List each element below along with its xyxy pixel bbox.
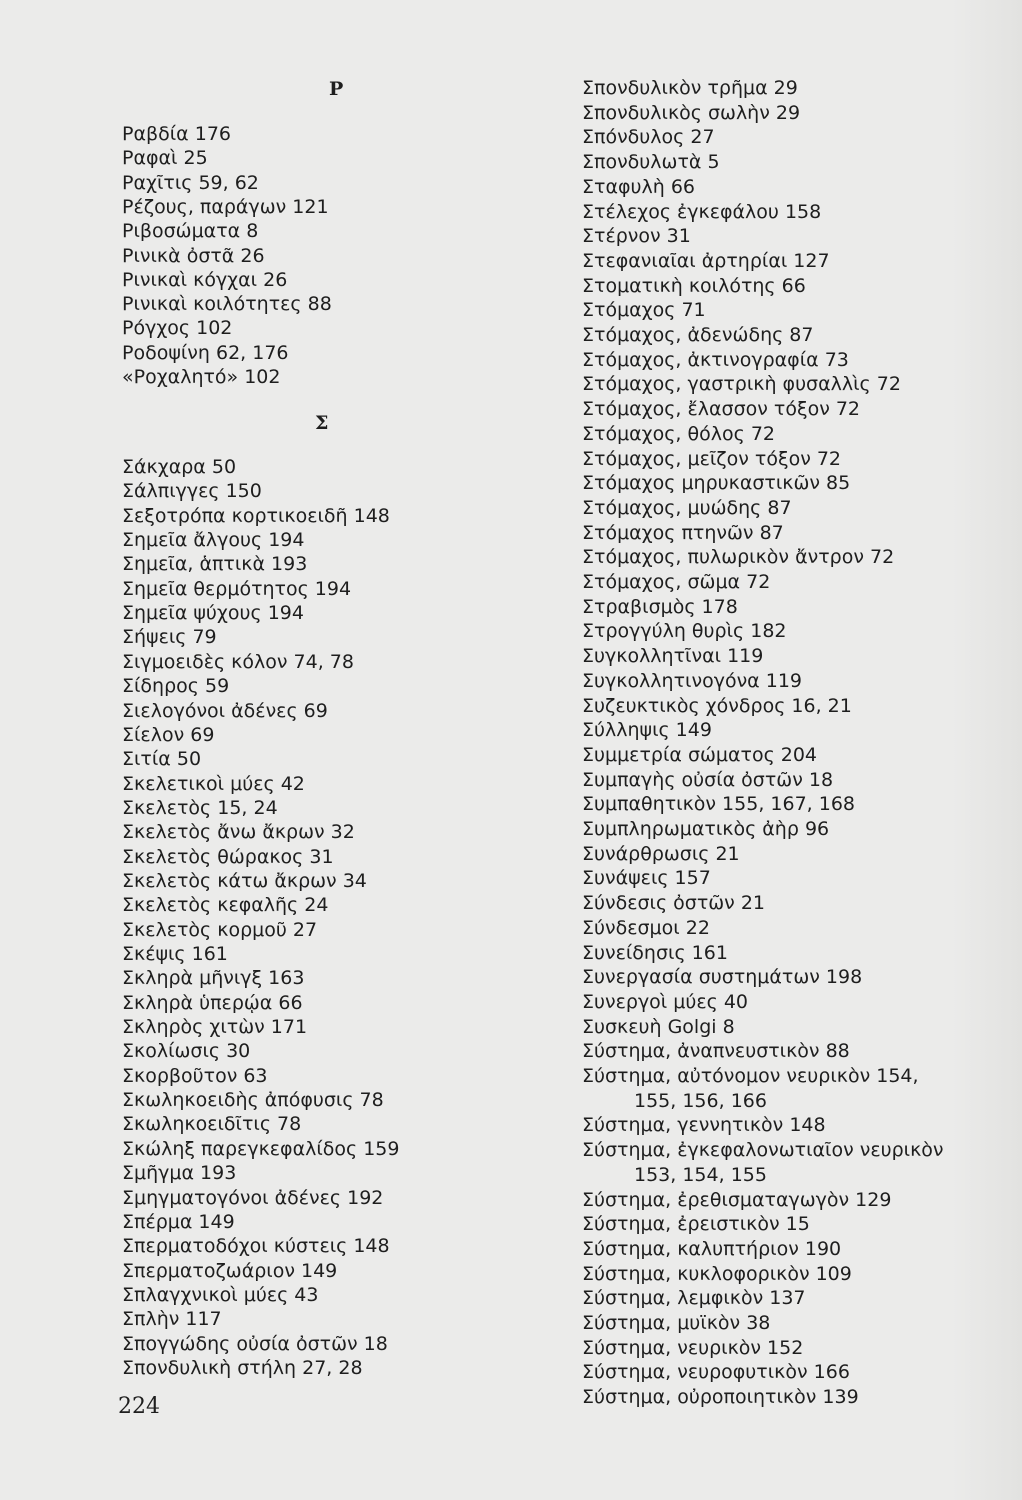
index-entry: Σίελον 69 — [122, 723, 215, 746]
index-entry: Σύστημα, νευρικὸν 152 — [582, 1336, 804, 1359]
index-entry: Σκελετὸς κορμοῦ 27 — [122, 918, 318, 941]
index-entry: Σμηγματογόνοι ἀδένες 192 — [122, 1186, 384, 1209]
index-entry: Σημεῖα, ἁπτικὰ 193 — [122, 553, 308, 576]
index-entry: Σπλαγχνικοὶ μύες 43 — [122, 1283, 319, 1306]
index-entry: Σκώληξ παρεγκεφαλίδος 159 — [122, 1137, 400, 1160]
index-entry: Σπογγώδης οὐσία ὀστῶν 18 — [122, 1332, 388, 1355]
index-entry: Στόμαχος 71 — [582, 299, 706, 322]
index-entry: Στόμαχος, γαστρικὴ φυσαλλὶς 72 — [582, 373, 901, 396]
index-entry: Ρέζους, παράγων 121 — [122, 195, 329, 218]
index-entry: Σιελογόνοι ἀδένες 69 — [122, 699, 328, 722]
index-entry: Συγκολλητῖναι 119 — [582, 645, 764, 668]
index-entry: Στόμαχος, σῶμα 72 — [582, 571, 771, 593]
index-entry: Σημεῖα θερμότητος 194 — [122, 577, 352, 600]
index-entry: Συμπληρωματικὸς ἀὴρ 96 — [582, 818, 830, 840]
index-entry: Σύστημα, μυϊκὸν 38 — [582, 1312, 771, 1334]
index-entry: Σύστημα, λεμφικὸν 137 — [582, 1287, 806, 1310]
index-entry: Στέλεχος ἐγκεφάλου 158 — [582, 200, 822, 223]
index-entry: Σπλὴν 117 — [122, 1308, 222, 1331]
index-entry: 155, 156, 166 — [634, 1089, 767, 1112]
index-entry: Σκληρὸς χιτὼν 171 — [122, 1016, 308, 1039]
index-entry: 153, 154, 155 — [634, 1163, 767, 1186]
index-entry: Στόμαχος, θόλος 72 — [582, 422, 775, 445]
index-entry: Συμπαγὴς οὐσία ὀστῶν 18 — [582, 768, 834, 791]
index-entry: Σκελετὸς ἄνω ἄκρων 32 — [122, 821, 355, 844]
index-entry: Σμῆγμα 193 — [122, 1162, 237, 1185]
index-entry: Σπονδυλωτὰ 5 — [582, 151, 720, 174]
index-entry: Σύστημα, ἐγκεφαλονωτιαῖον νευρικὸν — [582, 1139, 944, 1162]
index-entry: Σύστημα, ἀναπνευστικὸν 88 — [582, 1040, 850, 1063]
index-entry: Σημεῖα ἄλγους 194 — [122, 529, 305, 552]
index-entry: Ροδοψίνη 62, 176 — [122, 341, 289, 364]
index-entry: Σκελετικοὶ μύες 42 — [122, 772, 305, 795]
index-entry: Σκωληκοειδῖτις 78 — [122, 1113, 302, 1136]
index-entry: Σκελετὸς 15, 24 — [122, 796, 278, 819]
index-entry: Συνείδησις 161 — [582, 941, 728, 964]
index-entry: Ρινικαὶ κοιλότητες 88 — [122, 293, 332, 316]
index-entry: Στόμαχος, ἔλασσον τόξον 72 — [582, 398, 861, 421]
index-entry: Σπερματοζωάριον 149 — [122, 1259, 338, 1282]
index-entry: Συγκολλητινογόνα 119 — [582, 669, 803, 692]
index-entry: Στόμαχος, ἀδενώδης 87 — [582, 324, 814, 346]
index-entry: Σπονδυλικὸς σωλὴν 29 — [582, 101, 801, 124]
section-letter-sigma: Σ — [315, 412, 329, 434]
index-entry: Σιτία 50 — [122, 748, 202, 771]
index-entry: Σίδηρος 59 — [122, 675, 230, 698]
index-entry: Σκελετὸς κεφαλῆς 24 — [122, 894, 329, 917]
index-entry: Στόμαχος πτηνῶν 87 — [582, 521, 784, 544]
index-entry: Σύστημα, νευροφυτικὸν 166 — [582, 1361, 850, 1384]
index-entry: Ριβοσώματα 8 — [122, 220, 259, 243]
page-number: 224 — [118, 1394, 160, 1419]
index-entry: Σύστημα, οὐροποιητικὸν 139 — [582, 1386, 859, 1409]
index-entry: Ρινικὰ ὀστᾶ 26 — [122, 244, 265, 267]
index-entry: Στοματικὴ κοιλότης 66 — [582, 274, 806, 297]
index-entry: Ραχῖτις 59, 62 — [122, 171, 259, 194]
index-entry: Σκληρὰ ὑπερῴα 66 — [122, 991, 303, 1014]
index-entry: Συμπαθητικὸν 155, 167, 168 — [582, 793, 856, 816]
facing-page-edge — [952, 0, 1022, 1500]
index-entry: Ρινικαὶ κόγχαι 26 — [122, 268, 288, 291]
index-entry: Σύστημα, γεννητικὸν 148 — [582, 1114, 826, 1137]
index-entry: Σκελετὸς θώρακος 31 — [122, 845, 334, 868]
index-entry: Συνάρθρωσις 21 — [582, 842, 740, 865]
index-entry: Σύλληψις 149 — [582, 719, 712, 742]
index-entry: Σκωληκοειδὴς ἀπόφυσις 78 — [122, 1089, 384, 1112]
index-entry: Συνεργοὶ μύες 40 — [582, 990, 748, 1013]
index-entry: Στόμαχος, ἀκτινογραφία 73 — [582, 348, 849, 371]
index-entry: Ραφαὶ 25 — [122, 147, 208, 170]
index-entry: Σκολίωσις 30 — [122, 1040, 251, 1063]
index-entry: «Ροχαλητό» 102 — [122, 366, 281, 388]
index-entry: Σπόνδυλος 27 — [582, 126, 715, 149]
index-entry: Σκελετὸς κάτω ἄκρων 34 — [122, 869, 367, 892]
index-entry: Συνεργασία συστημάτων 198 — [582, 966, 863, 989]
index-entry: Σιγμοειδὲς κόλον 74, 78 — [122, 650, 354, 673]
index-entry: Σύστημα, ἐρειστικὸν 15 — [582, 1213, 810, 1236]
index-entry: Σύνδεσμοι 22 — [582, 916, 710, 939]
index-entry: Στόμαχος μηρυκαστικῶν 85 — [582, 472, 851, 495]
index-entry: Σπέρμα 149 — [122, 1210, 235, 1233]
index-entry: Σεξοτρόπα κορτικοειδῆ 148 — [122, 504, 390, 527]
index-entry: Συμμετρία σώματος 204 — [582, 743, 818, 766]
index-entry: Σκέψις 161 — [122, 943, 228, 965]
index-entry: Στεφανιαῖαι ἀρτηρίαι 127 — [582, 249, 830, 272]
index-entry: Σύστημα, ἐρεθισματαγωγὸν 129 — [582, 1188, 892, 1211]
index-entry: Στρογγύλη θυρὶς 182 — [582, 620, 787, 643]
index-entry: Στόμαχος, μεῖζον τόξον 72 — [582, 447, 842, 470]
index-entry: Σήψεις 79 — [122, 626, 217, 649]
index-entry: Σταφυλὴ 66 — [582, 175, 695, 198]
index-entry: Σπερματοδόχοι κύστεις 148 — [122, 1235, 390, 1258]
index-entry: Ρόγχος 102 — [122, 317, 233, 340]
index-entry: Στέρνον 31 — [582, 225, 691, 248]
index-entry: Σύστημα, αὐτόνομον νευρικὸν 154, — [582, 1065, 919, 1087]
index-entry: Σημεῖα ψύχους 194 — [122, 602, 304, 625]
index-entry: Συνάψεις 157 — [582, 867, 711, 890]
index-entry: Σάλπιγγες 150 — [122, 480, 262, 503]
index-entry: Συσκευὴ Golgi 8 — [582, 1015, 735, 1038]
index-entry: Στόμαχος, μυώδης 87 — [582, 496, 792, 519]
index-entry: Στόμαχος, πυλωρικὸν ἄντρον 72 — [582, 546, 895, 569]
index-entry: Σπονδυλικὴ στήλη 27, 28 — [122, 1356, 363, 1379]
index-entry: Συζευκτικὸς χόνδρος 16, 21 — [582, 694, 852, 717]
index-entry: Σύνδεσις ὀστῶν 21 — [582, 892, 766, 915]
index-entry: Σύστημα, καλυπτήριον 190 — [582, 1237, 842, 1260]
index-entry: Στραβισμὸς 178 — [582, 595, 738, 618]
index-entry: Σύστημα, κυκλοφορικὸν 109 — [582, 1262, 852, 1285]
index-entry: Σκληρὰ μῆνιγξ 163 — [122, 967, 305, 990]
index-entry: Σκορβοῦτον 63 — [122, 1064, 268, 1087]
index-entry: Σάκχαρα 50 — [122, 456, 237, 478]
section-letter-rho: Ρ — [329, 78, 344, 100]
index-entry: Ραβδία 176 — [122, 123, 231, 145]
index-entry: Σπονδυλικὸν τρῆμα 29 — [582, 77, 798, 99]
